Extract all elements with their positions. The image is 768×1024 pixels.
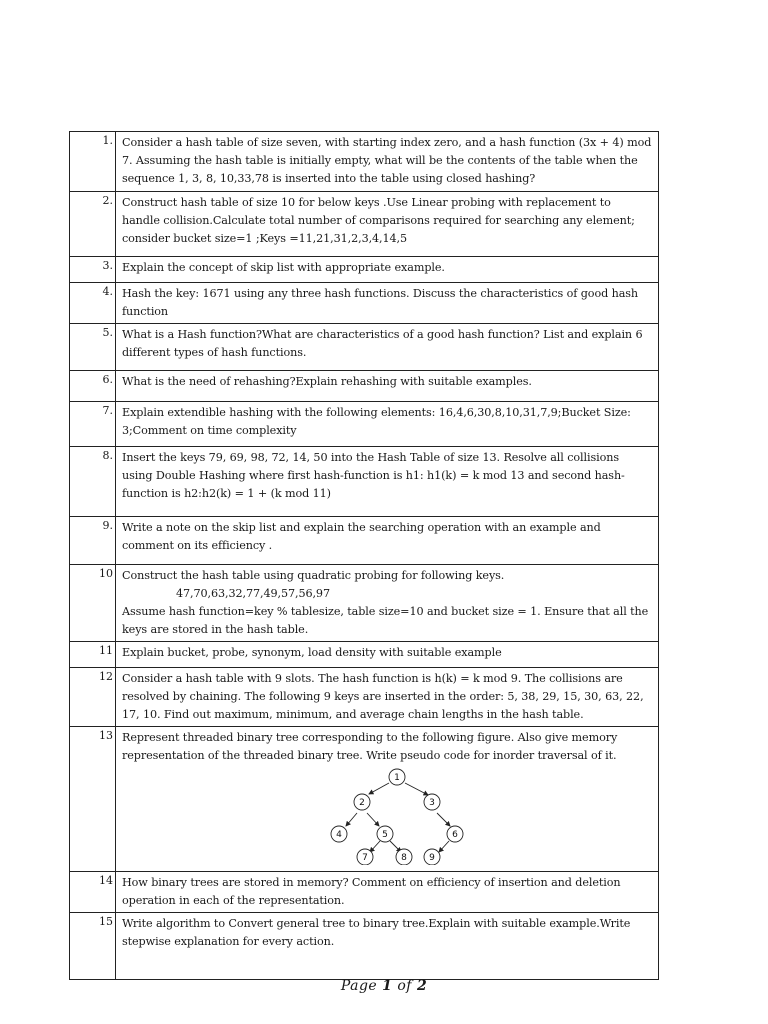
page-current: 1: [382, 978, 393, 994]
question-number: 15: [70, 913, 116, 980]
tree-edge: [367, 813, 379, 826]
question-number: 1.: [70, 132, 116, 192]
question-row: [70, 132, 659, 192]
question-text: Consider a hash table of size seven, with starting index zero, and a hash function (3x + 4) mod 7. Assuming the hash table is initially empty, what will be the contents of the table when the sequence 1, 3, 8, 10,33,78 is inserted into the table using closed hashing?: [116, 132, 659, 192]
questions-table: [69, 131, 659, 980]
question-text: Insert the keys 79, 69, 98, 72, 14, 50 into the Hash Table of size 13. Resolve all collisions using Double Hashing where first hash-function is h1: h1(k) = k mod 13 and second hash-function is h2:h2(k) = 1 + (k mod 11): [116, 447, 659, 517]
tree-edge: [370, 841, 380, 852]
page-label: Page: [340, 978, 378, 994]
question-number: 13: [70, 727, 116, 872]
tree-node-label: 9: [429, 853, 435, 863]
question-text: Explain extendible hashing with the following elements: 16,4,6,30,8,10,31,7,9;Bucket Size: 3;Comment on time complexity: [116, 402, 659, 447]
tree-edge: [439, 841, 449, 852]
question-number: 12: [70, 668, 116, 727]
question-text: Explain the concept of skip list with appropriate example.: [116, 257, 659, 283]
question-row: [70, 324, 659, 371]
question-number: 9.: [70, 517, 116, 565]
question-row: [70, 668, 659, 727]
question-row: [70, 642, 659, 668]
question-text: What is the need of rehashing?Explain rehashing with suitable examples.: [116, 371, 659, 402]
question-text: Write algorithm to Convert general tree to binary tree.Explain with suitable example.Write stepwise explanation for every action.: [116, 913, 659, 980]
question-number: 6.: [70, 371, 116, 402]
question-number: 4.: [70, 283, 116, 324]
tree-node-label: 1: [394, 773, 400, 783]
tree-edge: [346, 813, 357, 826]
question-text: Represent threaded binary tree corresponding to the following figure. Also give memory representation of the threaded binary tree. Write pseudo code for inorder traversal of it.: [122, 731, 618, 762]
question-row: [70, 257, 659, 283]
question-number: 3.: [70, 257, 116, 283]
question-text: Consider a hash table with 9 slots. The hash function is h(k) = k mod 9. The collisions are resolved by chaining. The following 9 keys are inserted in the order: 5, 38, 29, 15, 30, 63, 22, 17, 10. Find out maximum, minimum, and average chain lengths in the hash table.: [116, 668, 659, 727]
question-text: Construct the hash table using quadratic probing for following keys.: [122, 569, 505, 582]
page-footer: [0, 978, 768, 994]
tree-node-label: 7: [362, 853, 368, 863]
question-text: What is a Hash function?What are characteristics of a good hash function? List and explain 6 different types of hash functions.: [116, 324, 659, 371]
question-row: [70, 565, 659, 642]
question-text: Explain bucket, probe, synonym, load density with suitable example: [116, 642, 659, 668]
question-number: 8.: [70, 447, 116, 517]
question-row: [70, 371, 659, 402]
page-total: 2: [416, 978, 428, 994]
tree-edges: [346, 783, 450, 852]
question-text: Write a note on the skip list and explain the searching operation with an example and comment on its efficiency .: [116, 517, 659, 565]
question-number: 10: [70, 565, 116, 642]
question-number: 11: [70, 642, 116, 668]
question-text: How binary trees are stored in memory? Comment on efficiency of insertion and deletion operation in each of the representation.: [116, 872, 659, 913]
tree-edge: [405, 783, 428, 795]
tree-node-label: 8: [401, 853, 407, 863]
question-number: 7.: [70, 402, 116, 447]
question-keys: 47,70,63,32,77,49,57,56,97: [176, 587, 330, 600]
tree-node-label: 2: [359, 798, 365, 808]
question-extra-text: Assume hash function=key % tablesize, table size=10 and bucket size = 1. Ensure that all the keys are stored in the hash table.: [122, 605, 649, 636]
tree-node-label: 6: [452, 830, 458, 840]
question-row: [70, 517, 659, 565]
question-text: Hash the key: 1671 using any three hash functions. Discuss the characteristics of good hash function: [116, 283, 659, 324]
question-row: [70, 447, 659, 517]
binary-tree-figure: [327, 767, 467, 865]
question-row: [70, 727, 659, 872]
question-row: [70, 872, 659, 913]
page-of-label: of: [397, 978, 412, 994]
tree-edge: [369, 783, 389, 794]
question-row: [70, 283, 659, 324]
question-number: 5.: [70, 324, 116, 371]
question-row: [70, 913, 659, 980]
question-row: [70, 192, 659, 257]
question-row: [70, 402, 659, 447]
question-number: 2.: [70, 192, 116, 257]
tree-node-label: 4: [336, 830, 342, 840]
question-text: Construct hash table of size 10 for below keys .Use Linear probing with replacement to handle collision.Calculate total number of comparisons required for searching any element; consider bucket size=1 ;Keys =11,21,31,2,3,4,14,5: [116, 192, 659, 257]
tree-node-label: 5: [382, 830, 388, 840]
tree-edge: [437, 813, 450, 826]
question-number: 14: [70, 872, 116, 913]
tree-node-label: 3: [429, 798, 435, 808]
